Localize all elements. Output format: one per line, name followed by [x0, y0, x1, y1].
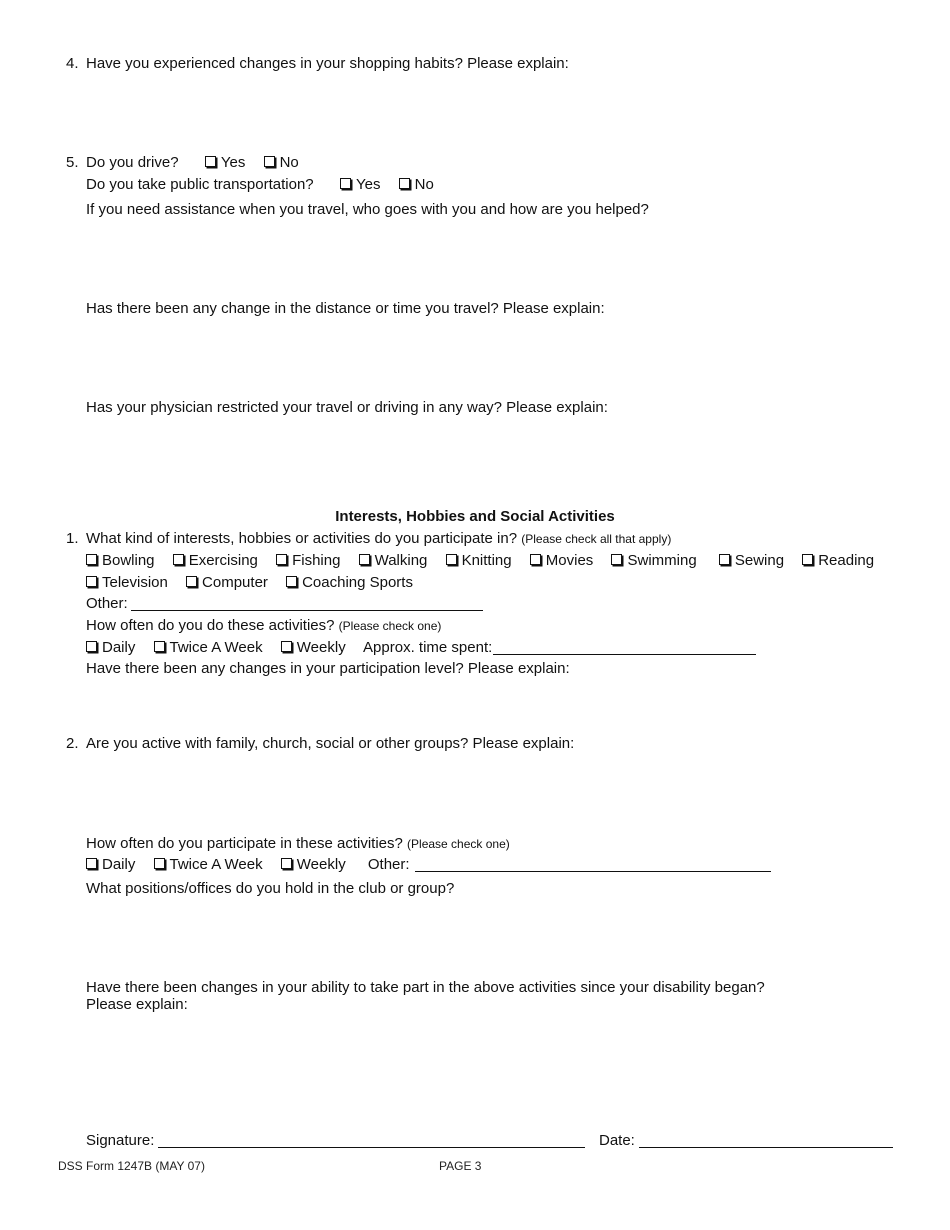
physician-restriction-question: Has your physician restricted your travel or driving in any way? Please explain: [86, 399, 608, 416]
transit-no-checkbox[interactable]: No [399, 176, 434, 194]
checkbox-icon [264, 156, 275, 167]
signature-field[interactable] [158, 1133, 585, 1148]
positions-question: What positions/offices do you hold in the club or group? [86, 880, 455, 897]
checkbox-icon [399, 178, 410, 189]
checkbox-icon [802, 554, 813, 565]
travel-assist-question: If you need assistance when you travel, who goes with you and how are you helped? [86, 201, 649, 218]
transit-yes-checkbox[interactable]: Yes [340, 176, 380, 194]
h2-daily-checkbox[interactable]: Daily [86, 856, 135, 874]
sewing-checkbox[interactable]: Sewing [719, 552, 784, 570]
h1-daily-checkbox[interactable]: Daily [86, 639, 135, 657]
h1-hint: (Please check all that apply) [521, 532, 672, 546]
h2-frequency-options [86, 856, 771, 874]
movies-checkbox[interactable]: Movies [530, 552, 594, 570]
time-spent-label: Approx. time spent: [363, 639, 493, 656]
h1-other-field[interactable] [131, 596, 483, 611]
h1-frequency-row [86, 617, 441, 635]
section-title: Interests, Hobbies and Social Activities [335, 508, 615, 525]
checkbox-icon [281, 858, 292, 869]
h1-frequency-question: How often do you do these activities? [86, 617, 335, 634]
h2-frequency-question: How often do you participate in these activities? [86, 835, 403, 852]
signature-label: Signature: [86, 1132, 155, 1149]
transit-question: Do you take public transportation? [86, 176, 314, 193]
checkbox-icon [359, 554, 370, 565]
h1-number: 1. [66, 530, 79, 547]
activities-row-2 [86, 574, 413, 592]
checkbox-icon [276, 554, 287, 565]
checkbox-icon [281, 641, 292, 652]
checkbox-icon [611, 554, 622, 565]
q5-number: 5. [66, 154, 79, 171]
checkbox-icon [286, 576, 297, 587]
activities-row-1 [86, 552, 874, 570]
checkbox-icon [205, 156, 216, 167]
computer-checkbox[interactable]: Computer [186, 574, 268, 592]
knitting-checkbox[interactable]: Knitting [446, 552, 512, 570]
checkbox-icon [340, 178, 351, 189]
checkbox-icon [86, 576, 97, 587]
drive-no-checkbox[interactable]: No [264, 154, 299, 172]
h2-twice-a-week-checkbox[interactable]: Twice A Week [154, 856, 263, 874]
time-spent-field[interactable] [493, 640, 756, 655]
checkbox-icon [719, 554, 730, 565]
h1-question: What kind of interests, hobbies or activities do you participate in? [86, 530, 518, 547]
checkbox-icon [186, 576, 197, 587]
travel-distance-question: Has there been any change in the distance or time you travel? Please explain: [86, 300, 605, 317]
checkbox-icon [86, 554, 97, 565]
h2-frequency-row [86, 835, 510, 853]
drive-question: Do you drive? [86, 154, 179, 171]
h2-question: Are you active with family, church, social or other groups? Please explain: [86, 735, 575, 752]
h2-other-label: Other: [367, 856, 410, 873]
h1-frequency-options [86, 639, 756, 657]
checkbox-icon [446, 554, 457, 565]
date-field[interactable] [639, 1133, 893, 1148]
form-id: DSS Form 1247B (MAY 07) [58, 1159, 205, 1173]
date-row [599, 1132, 893, 1150]
disability-changes-line-1: Have there been changes in your ability to take part in the above activities since your disability began? [86, 979, 765, 996]
h1-frequency-hint: (Please check one) [338, 619, 442, 633]
swimming-checkbox[interactable]: Swimming [611, 552, 696, 570]
checkbox-icon [173, 554, 184, 565]
h2-frequency-hint: (Please check one) [407, 837, 510, 851]
drive-yes-checkbox[interactable]: Yes [205, 154, 245, 172]
page-number: PAGE 3 [439, 1159, 482, 1173]
h2-number: 2. [66, 735, 79, 752]
coaching-sports-checkbox[interactable]: Coaching Sports [286, 574, 413, 592]
h1-question-row [86, 530, 671, 548]
exercising-checkbox[interactable]: Exercising [173, 552, 258, 570]
date-label: Date: [599, 1132, 635, 1149]
h1-other-label: Other: [86, 595, 128, 612]
h1-other-row [86, 595, 483, 613]
q4-number: 4. [66, 55, 79, 72]
television-checkbox[interactable]: Television [86, 574, 168, 592]
h1-twice-a-week-checkbox[interactable]: Twice A Week [154, 639, 263, 657]
fishing-checkbox[interactable]: Fishing [276, 552, 340, 570]
bowling-checkbox[interactable]: Bowling [86, 552, 155, 570]
checkbox-icon [154, 641, 165, 652]
h1-changes-question: Have there been any changes in your participation level? Please explain: [86, 660, 570, 677]
q4-question: Have you experienced changes in your shopping habits? Please explain: [86, 55, 569, 72]
h2-other-field[interactable] [415, 857, 771, 872]
checkbox-icon [154, 858, 165, 869]
reading-checkbox[interactable]: Reading [802, 552, 874, 570]
transit-row [86, 176, 434, 194]
drive-row [86, 154, 299, 172]
h2-weekly-checkbox[interactable]: Weekly [281, 856, 346, 874]
signature-row [86, 1132, 585, 1150]
checkbox-icon [86, 641, 97, 652]
disability-changes-line-2: Please explain: [86, 996, 188, 1013]
h1-weekly-checkbox[interactable]: Weekly [281, 639, 346, 657]
checkbox-icon [530, 554, 541, 565]
checkbox-icon [86, 858, 97, 869]
walking-checkbox[interactable]: Walking [359, 552, 428, 570]
